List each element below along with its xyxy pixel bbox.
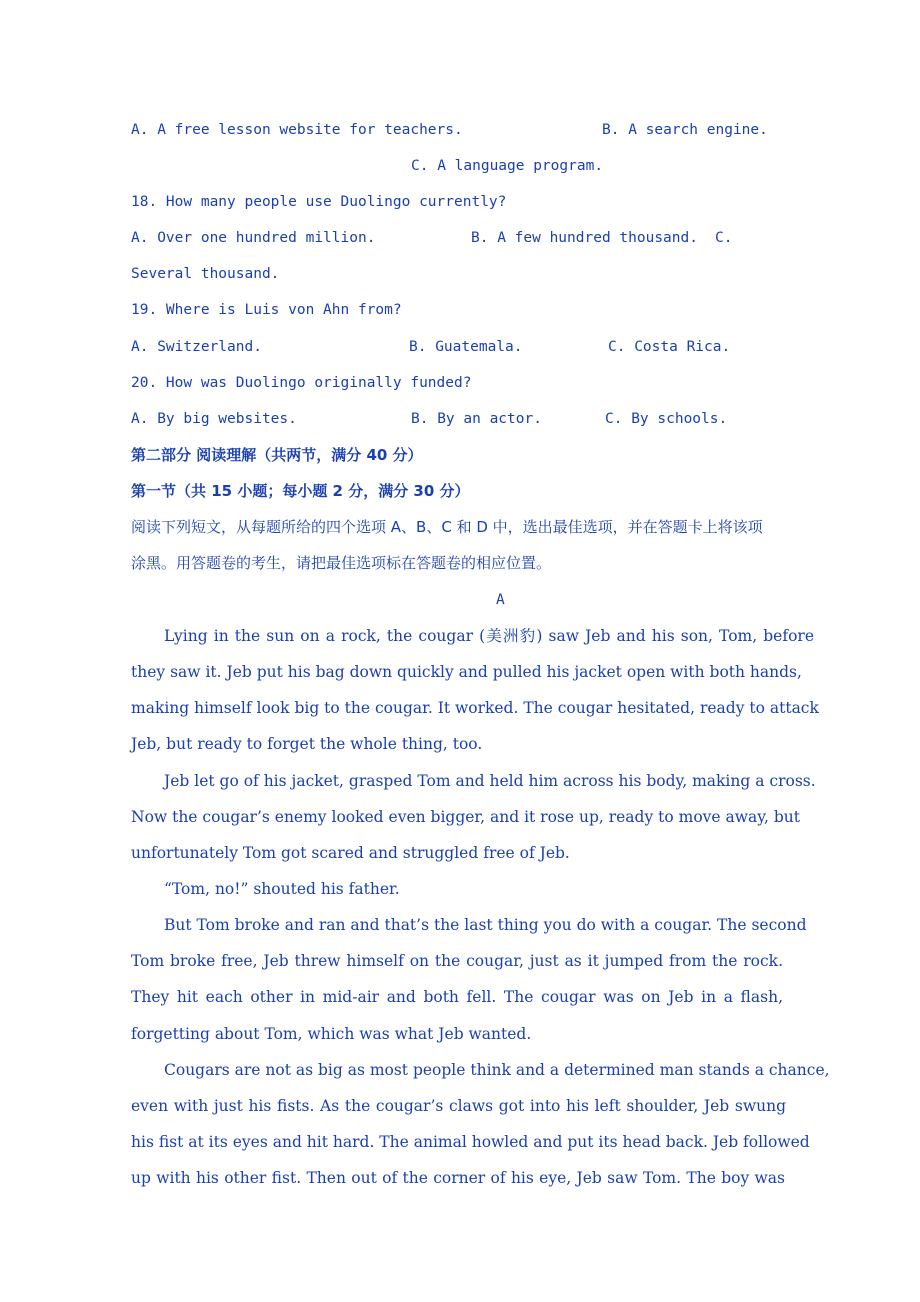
q17-option-b: B. A search engine. — [602, 122, 768, 138]
passage-p2-line-1: Jeb let go of his jacket, grasped Tom and held him across his body, making a cross. — [164, 772, 816, 790]
passage-p4-line-1: But Tom broke and ran and that’s the last thing you do with a cougar. The second — [164, 916, 807, 934]
passage-p1-line-4: Jeb, but ready to forget the whole thing, too. — [131, 735, 483, 753]
q20-option-c: C. By schools. — [605, 411, 728, 427]
instructions-line-2: 涂黑。用答题卷的考生，请把最佳选项标在答题卷的相应位置。 — [131, 554, 552, 572]
part-two-title: 第二部分 阅读理解（共两节，满分 40 分） — [131, 446, 423, 464]
q19-option-c: C. Costa Rica. — [608, 339, 731, 355]
q18-option-c-text: Several thousand. — [131, 266, 280, 282]
passage-p4-line-2: Tom broke free, Jeb threw himself on the cougar, just as it jumped from the rock. — [131, 952, 783, 970]
q17-option-c: C. A language program. — [411, 158, 604, 174]
passage-p4-line-4: forgetting about Tom, which was what Jeb wanted. — [131, 1025, 532, 1043]
q20-option-a: A. By big websites. — [131, 411, 297, 427]
passage-p2-line-2: Now the cougar’s enemy looked even bigger, and it rose up, ready to move away, but — [131, 808, 800, 826]
q19-option-a: A. Switzerland. — [131, 339, 262, 355]
passage-p5-line-1: Cougars are not as big as most people think and a determined man stands a chance, — [164, 1061, 830, 1079]
subsection-one-title: 第一节（共 15 小题；每小题 2 分，满分 30 分） — [131, 482, 470, 500]
instructions-line-1: 阅读下列短文，从每题所给的四个选项 A、B、C 和 D 中，选出最佳选项，并在答题卡上将该项 — [131, 518, 763, 536]
q18-question: 18. How many people use Duolingo currently? — [131, 194, 507, 210]
passage-p4-line-3: They hit each other in mid-air and both fell. The cougar was on Jeb in a flash, — [131, 988, 783, 1006]
q19-question: 19. Where is Luis von Ahn from? — [131, 302, 402, 318]
passage-p5-line-3: his fist at its eyes and hit hard. The animal howled and put its head back. Jeb followed — [131, 1133, 810, 1151]
passage-p2-line-3: unfortunately Tom got scared and struggled free of Jeb. — [131, 844, 570, 862]
passage-p5-line-2: even with just his fists. As the cougar’s claws got into his left shoulder, Jeb swung — [131, 1097, 786, 1115]
q17-option-a: A. A free lesson website for teachers. — [131, 122, 463, 138]
q18-option-a: A. Over one hundred million. — [131, 230, 376, 246]
passage-p1-line-3: making himself look big to the cougar. It worked. The cougar hesitated, ready to attack — [131, 699, 819, 717]
q20-question: 20. How was Duolingo originally funded? — [131, 375, 472, 391]
q19-option-b: B. Guatemala. — [409, 339, 523, 355]
passage-label: A — [496, 592, 505, 608]
passage-p5-line-4: up with his other fist. Then out of the corner of his eye, Jeb saw Tom. The boy was — [131, 1169, 785, 1187]
passage-p3-line-1: “Tom, no!” shouted his father. — [164, 880, 400, 898]
q18-option-b: B. A few hundred thousand. — [471, 230, 698, 246]
q18-option-c-label: C. — [715, 230, 733, 246]
passage-p1-line-1: Lying in the sun on a rock, the cougar (美洲豹) saw Jeb and his son, Tom, before — [164, 627, 814, 645]
q20-option-b: B. By an actor. — [411, 411, 542, 427]
passage-p1-line-2: they saw it. Jeb put his bag down quickly and pulled his jacket open with both hands, — [131, 663, 802, 681]
